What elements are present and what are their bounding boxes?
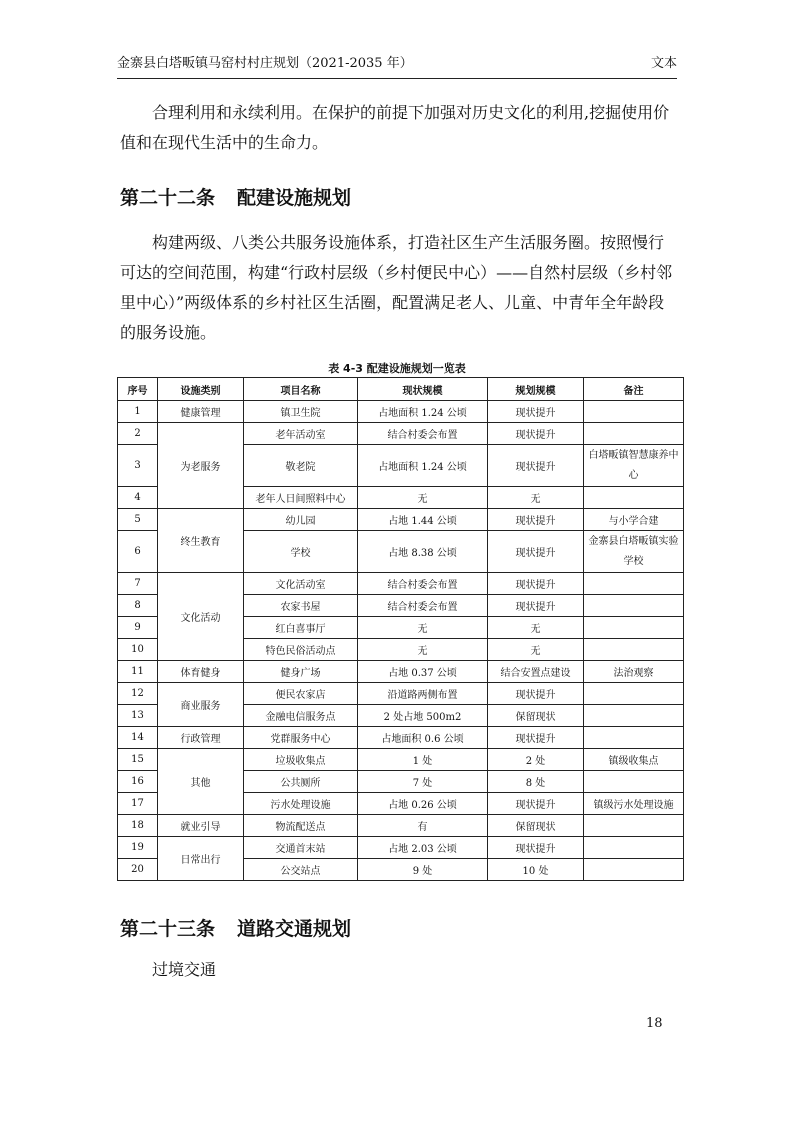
cell-category: 终生教育	[158, 509, 244, 573]
cell-current: 2 处占地 500m2	[358, 705, 488, 727]
cell-note: 白塔畈镇智慧康养中心	[584, 445, 684, 487]
article-23-heading	[120, 914, 351, 941]
table-row	[118, 837, 684, 859]
cell-category: 日常出行	[158, 837, 244, 881]
cell-planned: 无	[488, 487, 584, 509]
cell-name: 红白喜事厅	[244, 617, 358, 639]
cell-planned: 现状提升	[488, 401, 584, 423]
cell-category: 行政管理	[158, 727, 244, 749]
cell-no: 15	[118, 749, 158, 771]
article-23-title: 道路交通规划	[237, 918, 352, 940]
article-22-number: 第二十二条	[120, 187, 216, 209]
page-number: 18	[646, 1016, 663, 1031]
cell-note	[584, 617, 684, 639]
cell-planned: 现状提升	[488, 445, 584, 487]
col-header-no: 序号	[118, 378, 158, 401]
cell-current: 无	[358, 487, 488, 509]
cell-current: 无	[358, 617, 488, 639]
cell-planned: 10 处	[488, 859, 584, 881]
cell-name: 垃圾收集点	[244, 749, 358, 771]
cell-planned: 现状提升	[488, 837, 584, 859]
document-title: 金寨县白塔畈镇马窑村村庄规划（2021-2035 年）	[117, 56, 413, 71]
cell-no: 19	[118, 837, 158, 859]
cell-planned: 保留现状	[488, 815, 584, 837]
cell-current: 有	[358, 815, 488, 837]
cell-note	[584, 771, 684, 793]
cell-current: 结合村委会布置	[358, 595, 488, 617]
cell-current: 占地 1.44 公顷	[358, 509, 488, 531]
cell-current: 结合村委会布置	[358, 423, 488, 445]
cell-current: 占地 0.26 公顷	[358, 793, 488, 815]
cell-note	[584, 423, 684, 445]
cell-name: 学校	[244, 531, 358, 573]
col-header-planned: 规划规模	[488, 378, 584, 401]
cell-note	[584, 727, 684, 749]
cell-note: 镇级污水处理设施	[584, 793, 684, 815]
cell-planned: 8 处	[488, 771, 584, 793]
article-22-title: 配建设施规划	[237, 187, 352, 209]
cell-planned: 现状提升	[488, 727, 584, 749]
table-row	[118, 749, 684, 771]
cell-no: 18	[118, 815, 158, 837]
article-22-paragraph: 构建两级、八类公共服务设施体系，打造社区生产生活服务圈。按照慢行可达的空间范围，构建“行政村层级（乡村便民中心）——自然村层级（乡村邻里中心）”两级体系的乡村社区生活圈，配置满足老人、儿童、中青年全年龄段的服务设施。	[120, 233, 673, 342]
cell-note	[584, 705, 684, 727]
cell-category: 其他	[158, 749, 244, 815]
cell-no: 4	[118, 487, 158, 509]
cell-no: 10	[118, 639, 158, 661]
cell-planned: 现状提升	[488, 573, 584, 595]
cell-planned: 无	[488, 617, 584, 639]
cell-no: 13	[118, 705, 158, 727]
cell-category: 商业服务	[158, 683, 244, 727]
cell-current: 无	[358, 639, 488, 661]
table-row	[118, 683, 684, 705]
cell-note	[584, 401, 684, 423]
cell-current: 占地 8.38 公顷	[358, 531, 488, 573]
cell-planned: 现状提升	[488, 509, 584, 531]
cell-category: 为老服务	[158, 423, 244, 509]
cell-no: 7	[118, 573, 158, 595]
transit-subheading: 过境交通	[152, 960, 217, 979]
cell-planned: 结合安置点建设	[488, 661, 584, 683]
cell-note	[584, 639, 684, 661]
cell-no: 1	[118, 401, 158, 423]
cell-note	[584, 859, 684, 881]
cell-note	[584, 815, 684, 837]
col-header-name: 项目名称	[244, 378, 358, 401]
cell-no: 17	[118, 793, 158, 815]
cell-current: 占地面积 0.6 公顷	[358, 727, 488, 749]
article-23-number: 第二十三条	[120, 918, 216, 940]
cell-name: 文化活动室	[244, 573, 358, 595]
cell-no: 9	[118, 617, 158, 639]
document-section: 文本	[650, 56, 677, 71]
cell-planned: 现状提升	[488, 793, 584, 815]
cell-name: 农家书屋	[244, 595, 358, 617]
cell-category: 就业引导	[158, 815, 244, 837]
table-row	[118, 401, 684, 423]
table-row	[118, 727, 684, 749]
cell-current: 占地面积 1.24 公顷	[358, 445, 488, 487]
table-header-row	[118, 378, 684, 401]
cell-note: 与小学合建	[584, 509, 684, 531]
cell-planned: 无	[488, 639, 584, 661]
table-row	[118, 423, 684, 445]
cell-name: 污水处理设施	[244, 793, 358, 815]
header-rule	[117, 78, 677, 79]
cell-no: 11	[118, 661, 158, 683]
cell-note	[584, 683, 684, 705]
cell-note: 镇级收集点	[584, 749, 684, 771]
cell-no: 12	[118, 683, 158, 705]
cell-category: 体育健身	[158, 661, 244, 683]
table-caption: 表 4-3 配建设施规划一览表	[328, 362, 466, 375]
cell-no: 8	[118, 595, 158, 617]
cell-name: 镇卫生院	[244, 401, 358, 423]
cell-name: 交通首末站	[244, 837, 358, 859]
table-row	[118, 815, 684, 837]
cell-current: 7 处	[358, 771, 488, 793]
cell-name: 老年人日间照料中心	[244, 487, 358, 509]
cell-note	[584, 837, 684, 859]
cell-name: 公共厕所	[244, 771, 358, 793]
cell-name: 物流配送点	[244, 815, 358, 837]
facility-plan-table	[117, 377, 684, 881]
cell-category: 文化活动	[158, 573, 244, 661]
cell-note: 金寨县白塔畈镇实验学校	[584, 531, 684, 573]
cell-planned: 现状提升	[488, 595, 584, 617]
table-row	[118, 661, 684, 683]
table-row	[118, 573, 684, 595]
cell-no: 3	[118, 445, 158, 487]
cell-current: 9 处	[358, 859, 488, 881]
cell-current: 占地 2.03 公顷	[358, 837, 488, 859]
cell-current: 1 处	[358, 749, 488, 771]
cell-name: 便民农家店	[244, 683, 358, 705]
cell-planned: 2 处	[488, 749, 584, 771]
cell-current: 结合村委会布置	[358, 573, 488, 595]
cell-name: 公交站点	[244, 859, 358, 881]
cell-planned: 现状提升	[488, 531, 584, 573]
cell-category: 健康管理	[158, 401, 244, 423]
table-row	[118, 509, 684, 531]
cell-name: 党群服务中心	[244, 727, 358, 749]
cell-planned: 现状提升	[488, 683, 584, 705]
page-header	[117, 52, 677, 74]
cell-name: 敬老院	[244, 445, 358, 487]
cell-note	[584, 595, 684, 617]
cell-name: 特色民俗活动点	[244, 639, 358, 661]
cell-name: 幼儿园	[244, 509, 358, 531]
cell-note	[584, 573, 684, 595]
cell-no: 20	[118, 859, 158, 881]
cell-no: 5	[118, 509, 158, 531]
intro-paragraph: 合理利用和永续利用。在保护的前提下加强对历史文化的利用,挖掘使用价值和在现代生活中的生命力。	[120, 103, 670, 152]
cell-no: 14	[118, 727, 158, 749]
cell-note	[584, 487, 684, 509]
cell-planned: 现状提升	[488, 423, 584, 445]
cell-current: 占地面积 1.24 公顷	[358, 401, 488, 423]
cell-planned: 保留现状	[488, 705, 584, 727]
cell-name: 金融电信服务点	[244, 705, 358, 727]
cell-name: 健身广场	[244, 661, 358, 683]
col-header-current: 现状规模	[358, 378, 488, 401]
col-header-category: 设施类别	[158, 378, 244, 401]
cell-no: 6	[118, 531, 158, 573]
cell-current: 沿道路两侧布置	[358, 683, 488, 705]
col-header-note: 备注	[584, 378, 684, 401]
cell-note: 法治观察	[584, 661, 684, 683]
cell-no: 16	[118, 771, 158, 793]
cell-name: 老年活动室	[244, 423, 358, 445]
cell-no: 2	[118, 423, 158, 445]
cell-current: 占地 0.37 公顷	[358, 661, 488, 683]
article-22-heading	[120, 183, 351, 210]
